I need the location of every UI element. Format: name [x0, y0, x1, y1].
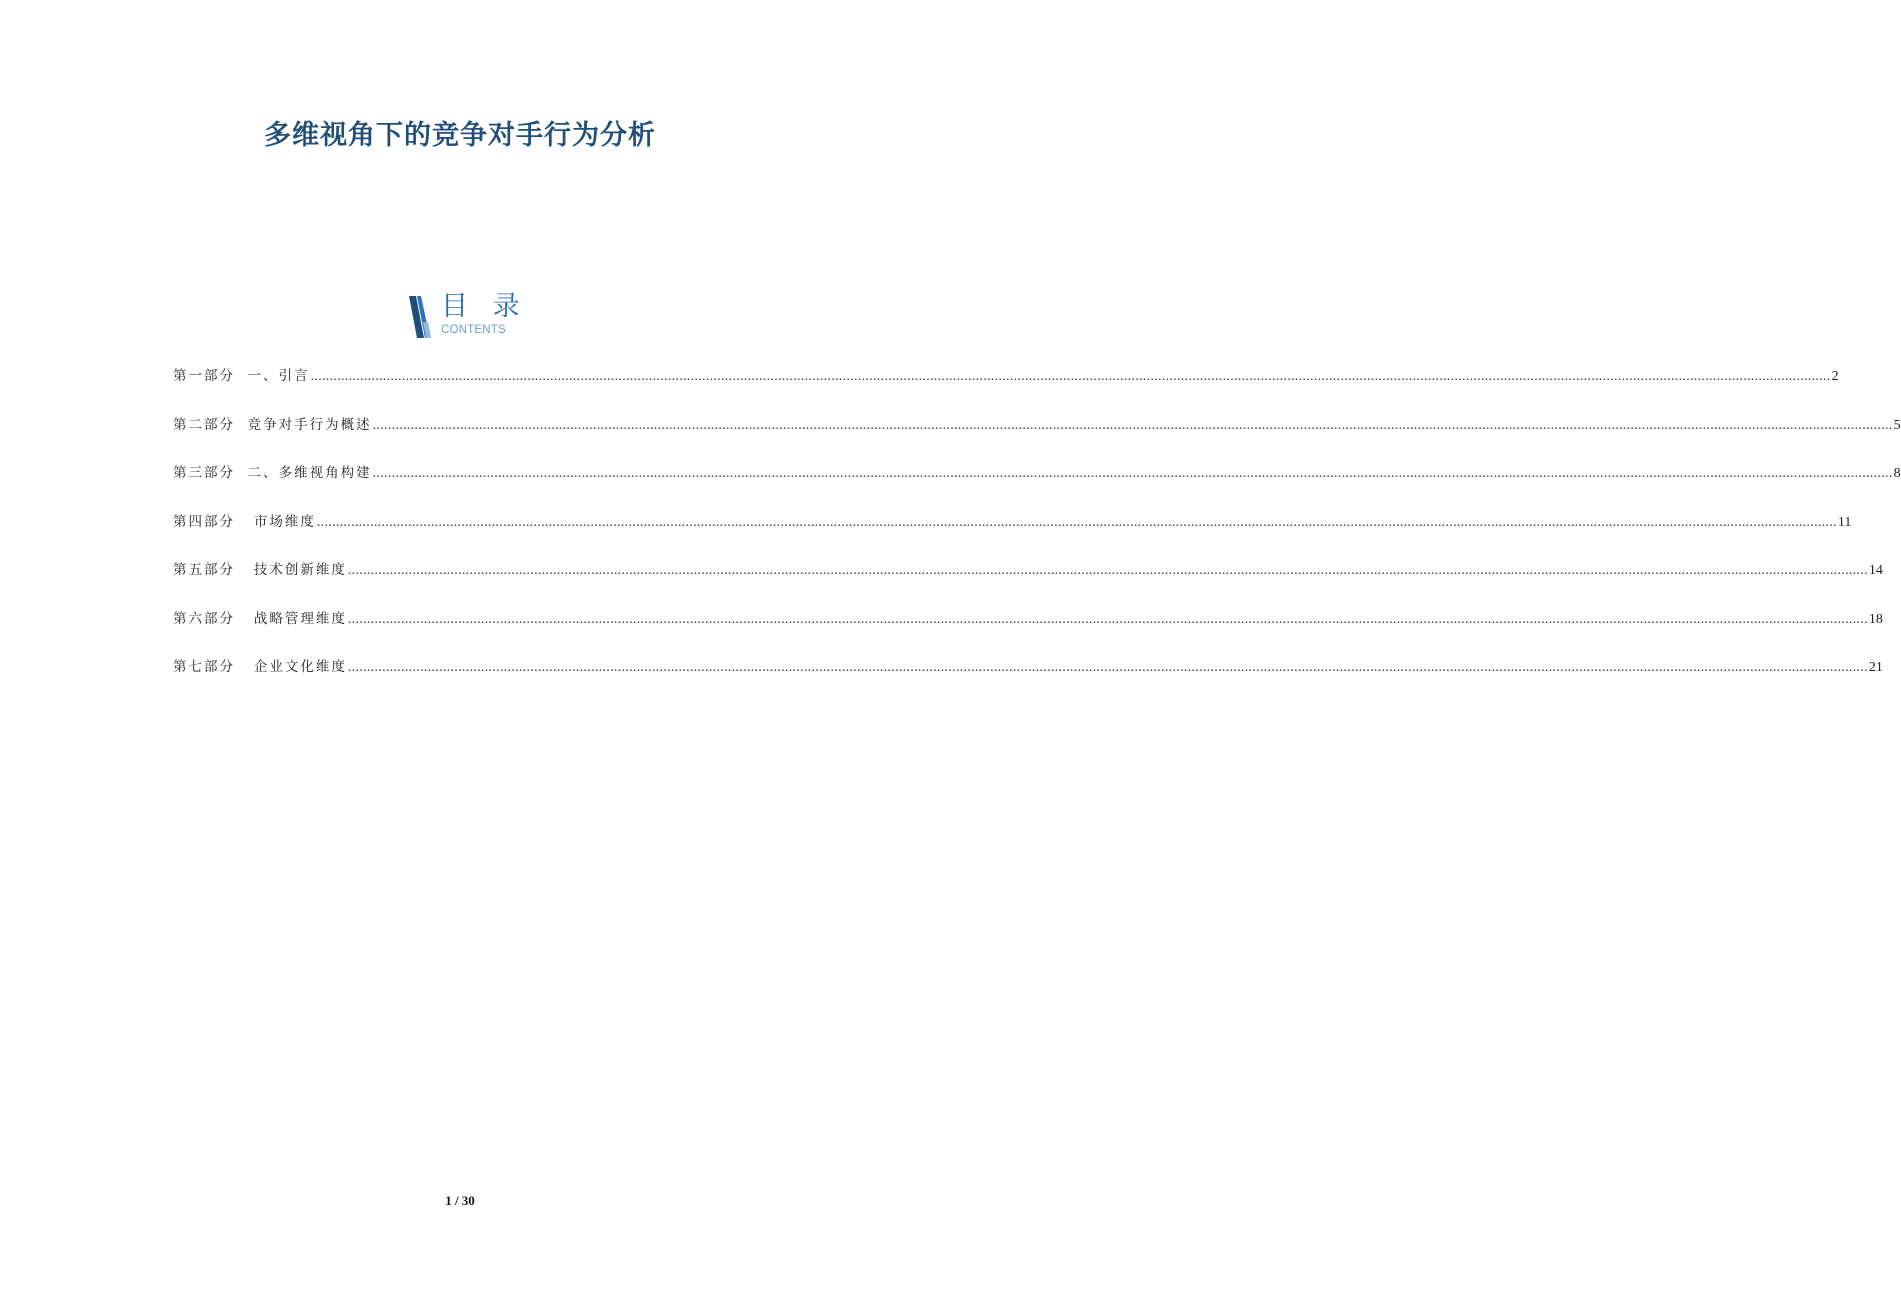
- toc-entry-label[interactable]: 第二部分 竞争对手行为概述: [173, 416, 372, 433]
- toc-entry[interactable]: [173, 607, 1883, 656]
- toc-dot-leader: ................................................................................................................................................................................................................................................................................................................................................................................................................: [372, 466, 1893, 481]
- toc-entry-page-number[interactable]: 21: [1868, 660, 1883, 675]
- toc-dot-leader: ................................................................................................................................................................................................................................................................................................................................................................................................................: [316, 514, 1837, 530]
- toc-dot-leader: ................................................................................................................................................................................................................................................................................................................................................................................................................: [347, 611, 1868, 627]
- toc-entry[interactable]: [173, 655, 1883, 704]
- toc-entry[interactable]: [173, 413, 1901, 462]
- toc-header: [408, 291, 548, 340]
- toc-entry-page-number[interactable]: 8: [1893, 466, 1901, 481]
- document-title: 多维视角下的竞争对手行为分析: [264, 120, 656, 151]
- toc-slash-logo-icon: [408, 296, 432, 338]
- toc-entry-label[interactable]: 第七部分 企业文化维度: [173, 659, 347, 675]
- toc-dot-leader: ................................................................................................................................................................................................................................................................................................................................................................................................................: [347, 563, 1868, 578]
- toc-dot-leader: ................................................................................................................................................................................................................................................................................................................................................................................................................: [347, 660, 1868, 675]
- toc-subheading: CONTENTS: [441, 324, 506, 336]
- toc-entry-label[interactable]: 第四部分 市场维度: [173, 513, 316, 530]
- toc-entry[interactable]: [173, 558, 1883, 607]
- toc-heading: 目 录: [441, 291, 528, 322]
- toc-entry-page-number[interactable]: 14: [1868, 563, 1883, 578]
- toc-entry-label[interactable]: 第六部分 战略管理维度: [173, 610, 347, 627]
- toc-entry[interactable]: [173, 510, 1852, 559]
- toc-entry-label[interactable]: 第三部分 二、多维视角构建: [173, 465, 372, 481]
- toc-entry-label[interactable]: 第一部分 一、引言: [173, 368, 310, 384]
- toc-entry[interactable]: [173, 461, 1901, 510]
- toc-entry-page-number[interactable]: 5: [1893, 417, 1901, 433]
- toc-list: [173, 364, 1901, 704]
- page-indicator: 1 / 30: [445, 1193, 475, 1208]
- toc-entry[interactable]: [173, 364, 1839, 413]
- toc-entry-page-number[interactable]: 11: [1837, 514, 1852, 530]
- toc-dot-leader: ................................................................................................................................................................................................................................................................................................................................................................................................................: [372, 417, 1893, 433]
- toc-entry-page-number[interactable]: 18: [1868, 611, 1883, 627]
- toc-dot-leader: ................................................................................................................................................................................................................................................................................................................................................................................................................: [310, 369, 1831, 384]
- toc-entry-page-number[interactable]: 2: [1831, 369, 1839, 384]
- toc-entry-label[interactable]: 第五部分 技术创新维度: [173, 562, 347, 578]
